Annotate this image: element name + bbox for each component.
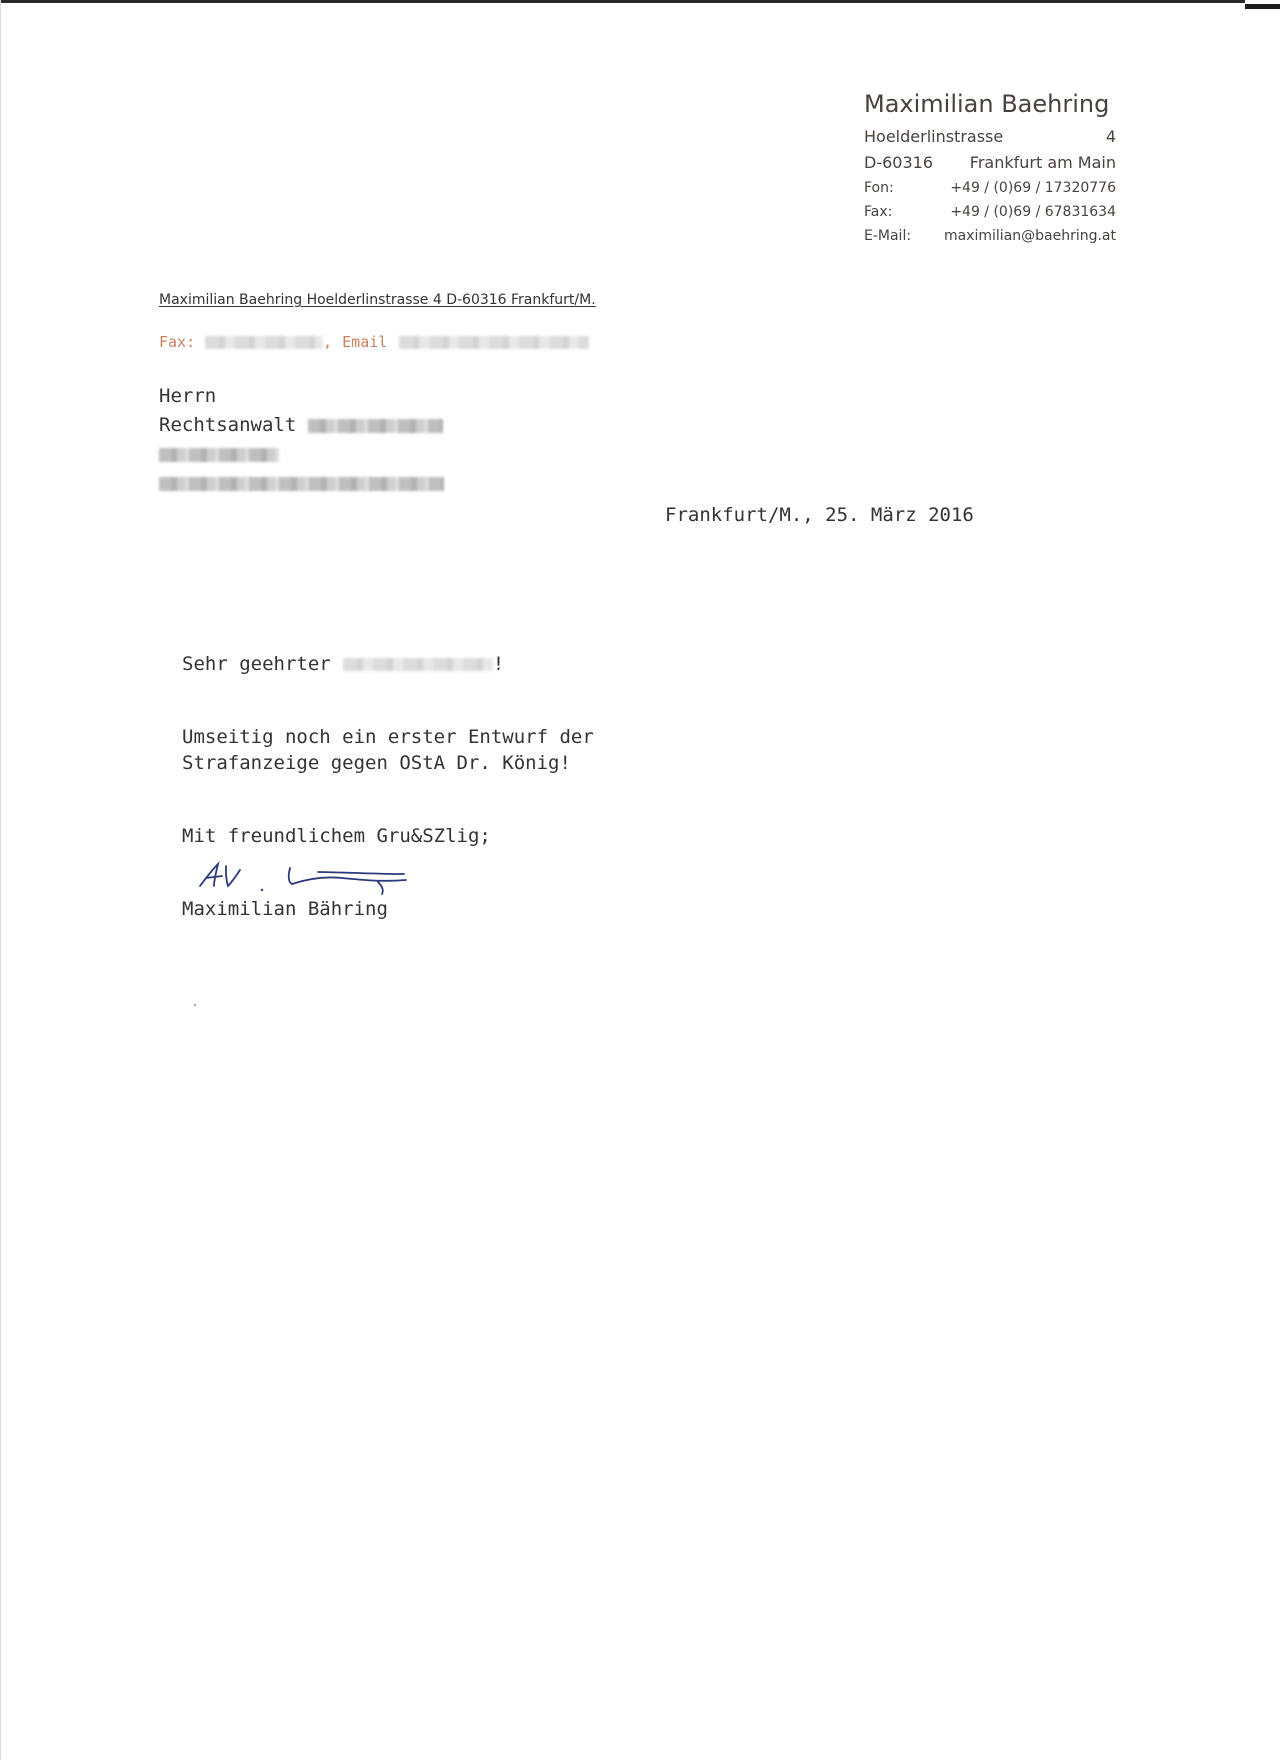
letter-date: Frankfurt/M., 25. März 2016 [665, 504, 974, 526]
letter-closing: Mit freundlichem Gru&SZlig; [182, 825, 491, 847]
letterhead-phone: +49 / (0)69 / 17320776 [950, 180, 1116, 196]
body-line-1: Umseitig noch ein erster Entwurf der [182, 726, 594, 748]
body-line-2: Strafanzeige gegen OStA Dr. König! [182, 752, 571, 774]
redacted-recipient-city [159, 477, 444, 491]
sender-return-address: Maximilian Baehring Hoelderlinstrasse 4 D-60316 Frankfurt/M. [159, 292, 596, 308]
recipient-street-line [159, 440, 444, 469]
page-corner-mark [1245, 4, 1280, 9]
letterhead-postcode: D-60316 [864, 153, 933, 172]
fax-label: Fax: [159, 333, 196, 351]
redacted-email [399, 336, 589, 349]
letterhead-house-number: 4 [1105, 127, 1116, 146]
letterhead-street-row [864, 124, 1116, 150]
recipient-fax-email-line [159, 333, 589, 351]
handwritten-signature [192, 852, 422, 896]
recipient-title: Rechtsanwalt [159, 414, 297, 436]
redacted-recipient-street [159, 448, 279, 462]
letterhead-email-label: E-Mail: [864, 228, 912, 244]
signature-name: Maximilian Bähring [182, 898, 388, 920]
fax-email-separator: , [323, 333, 333, 351]
letterhead-fax-label: Fax: [864, 204, 893, 220]
redacted-greeting-name [343, 658, 493, 671]
recipient-name-line [159, 411, 444, 440]
letterhead-name: Maximilian Baehring [864, 90, 1110, 118]
redacted-recipient-name [308, 419, 443, 433]
letterhead-phone-label: Fon: [864, 180, 894, 196]
letterhead-email: maximilian@baehring.at [943, 228, 1116, 244]
letterhead [864, 84, 1116, 248]
redacted-fax-number [205, 336, 323, 349]
page-top-border [0, 0, 1245, 3]
letter-body-paragraph [182, 724, 594, 776]
letterhead-fax: +49 / (0)69 / 67831634 [950, 204, 1116, 220]
recipient-address-block [159, 382, 444, 498]
recipient-city-line [159, 469, 444, 498]
letterhead-city: Frankfurt am Main [969, 153, 1116, 172]
scan-speck [194, 1004, 196, 1006]
letterhead-street: Hoelderlinstrasse [864, 127, 1004, 146]
greeting-end: ! [492, 653, 505, 675]
recipient-salutation-line [159, 382, 444, 411]
letter-greeting [182, 651, 504, 677]
recipient-salutation: Herrn [159, 385, 217, 407]
greeting-text: Sehr geehrter [182, 653, 331, 675]
letterhead-city-row [864, 150, 1116, 176]
email-label: Email [342, 333, 388, 351]
letterhead-phone-row [864, 176, 1116, 200]
page-left-edge [0, 0, 1, 1760]
letterhead-fax-row [864, 200, 1116, 224]
letterhead-email-row [864, 224, 1116, 248]
